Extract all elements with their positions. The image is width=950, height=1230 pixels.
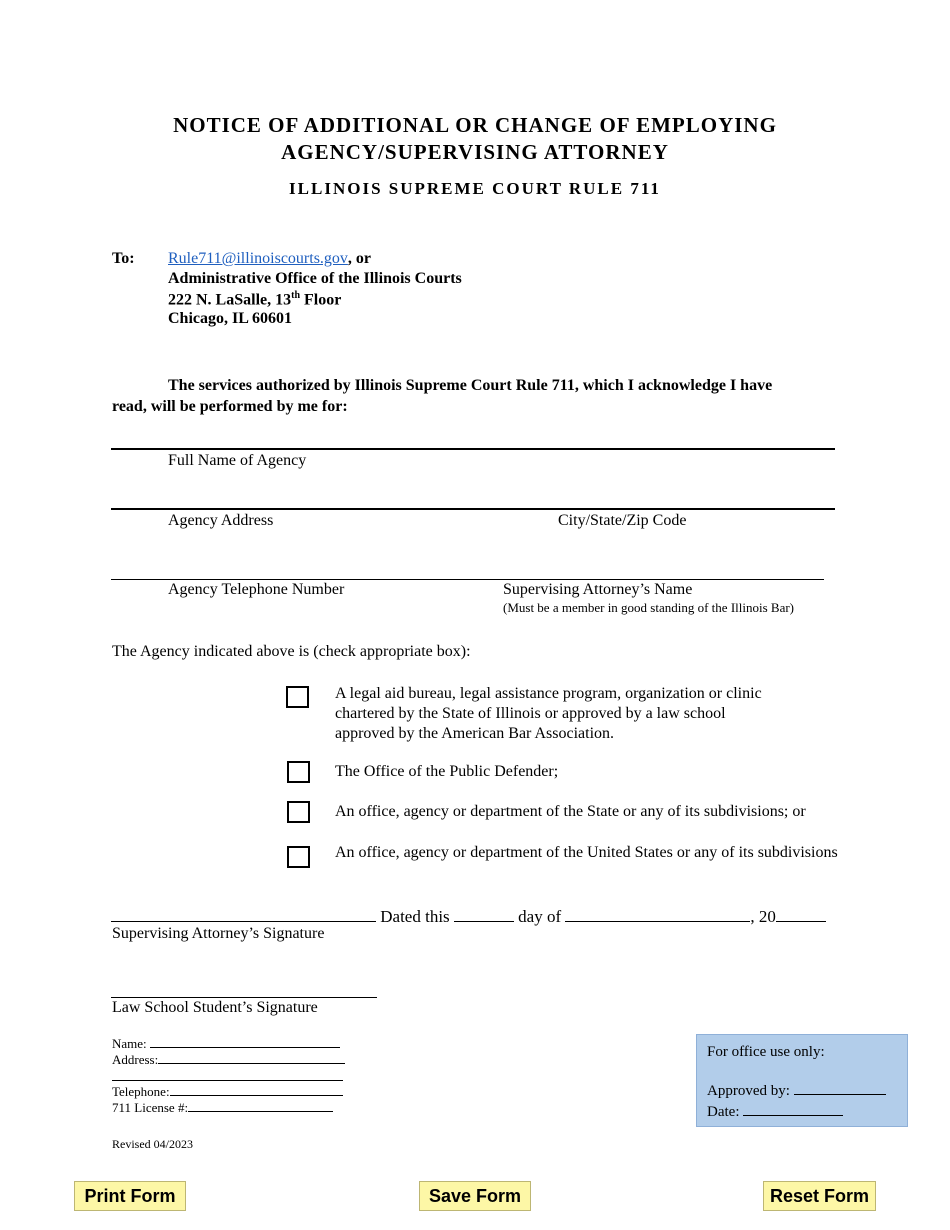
student-license-field[interactable]	[188, 1098, 333, 1112]
street-sup: th	[291, 290, 301, 301]
supervisor-signature-field[interactable]	[111, 904, 376, 922]
student-license-label: 711 License #:	[112, 1100, 189, 1115]
option-legal-aid-line1: A legal aid bureau, legal assistance program, organization or clinic	[335, 685, 762, 702]
supervisor-name-label: Supervising Attorney’s Name	[503, 581, 693, 598]
intro-line1: The services authorized by Illinois Supreme Court Rule 711, which I acknowledge I have	[168, 377, 773, 394]
option-legal-aid-text	[335, 684, 762, 744]
to-label: To:	[112, 250, 135, 267]
approved-by-label: Approved by:	[707, 1083, 790, 1099]
student-phone-field[interactable]	[170, 1082, 343, 1096]
option-legal-aid-line2: chartered by the State of Illinois or approved by a law school	[335, 705, 726, 722]
student-signature-label: Law School Student’s Signature	[112, 999, 318, 1016]
agency-address-label: Agency Address	[168, 512, 274, 529]
form-title-line1: NOTICE OF ADDITIONAL OR CHANGE OF EMPLOYING	[173, 113, 777, 137]
office-date-field[interactable]	[743, 1100, 843, 1116]
email-suffix: , or	[347, 250, 372, 267]
option-federal-office-text: An office, agency or department of the United States or any of its subdivisions	[335, 844, 838, 861]
recipient-city: Chicago, IL 60601	[168, 310, 293, 327]
student-address-field[interactable]	[158, 1050, 345, 1064]
supervisor-signature-label: Supervising Attorney’s Signature	[112, 925, 325, 942]
recipient-office: Administrative Office of the Illinois Courts	[168, 270, 462, 287]
option-public-defender-text: The Office of the Public Defender;	[335, 763, 559, 780]
office-use-box	[696, 1034, 908, 1127]
reset-form-button[interactable]: Reset Form	[763, 1181, 876, 1211]
approved-by-field[interactable]	[794, 1079, 886, 1095]
student-phone-label: Telephone:	[112, 1084, 170, 1099]
email-link[interactable]: Rule711@illinoiscourts.gov	[168, 250, 348, 267]
student-signature-line[interactable]	[111, 997, 377, 998]
city-state-zip-label: City/State/Zip Code	[558, 512, 687, 529]
dated-this-label: Dated this	[380, 907, 450, 926]
revised-date: Revised 04/2023	[112, 1137, 193, 1151]
student-name-label: Name:	[112, 1036, 147, 1051]
agency-phone-line[interactable]	[111, 579, 824, 580]
street-prefix: 222 N. LaSalle, 13	[168, 291, 292, 309]
student-address-label: Address:	[112, 1052, 159, 1067]
option-state-office-text: An office, agency or department of the State or any of its subdivisions; or	[335, 803, 806, 820]
office-use-heading: For office use only:	[707, 1044, 825, 1060]
day-of-label: day of	[518, 907, 562, 926]
approved-by-row	[707, 1079, 897, 1100]
office-date-label: Date:	[707, 1104, 740, 1120]
street-suffix: Floor	[300, 291, 342, 309]
print-form-button[interactable]: Print Form	[74, 1181, 186, 1211]
office-date-row	[707, 1100, 897, 1121]
agency-phone-label: Agency Telephone Number	[168, 581, 345, 598]
student-name-field[interactable]	[150, 1034, 340, 1048]
checkbox-federal-office[interactable]	[287, 846, 310, 868]
email-line	[168, 250, 371, 268]
intro-line2: read, will be performed by me for:	[112, 398, 348, 415]
agency-address-line[interactable]	[111, 508, 835, 510]
checkbox-state-office[interactable]	[287, 801, 310, 823]
agency-name-line[interactable]	[111, 448, 835, 450]
signature-date-row	[111, 904, 826, 927]
student-address-row	[112, 1050, 345, 1068]
checkbox-public-defender[interactable]	[287, 761, 310, 783]
save-form-button[interactable]: Save Form	[419, 1181, 531, 1211]
form-title-line2: AGENCY/SUPERVISING ATTORNEY	[281, 140, 669, 164]
checkbox-legal-aid[interactable]	[286, 686, 309, 708]
day-field[interactable]	[454, 904, 514, 922]
form-subtitle: ILLINOIS SUPREME COURT RULE 711	[289, 179, 661, 198]
recipient-street	[168, 290, 341, 309]
option-legal-aid-line3: approved by the American Bar Association.	[335, 725, 615, 742]
supervisor-note: (Must be a member in good standing of the Illinois Bar)	[503, 600, 795, 615]
student-address-line2[interactable]	[112, 1080, 343, 1081]
year-field[interactable]	[776, 904, 826, 922]
agency-type-prompt: The Agency indicated above is (check appropriate box):	[112, 643, 471, 660]
month-field[interactable]	[565, 904, 750, 922]
agency-name-label: Full Name of Agency	[168, 452, 307, 469]
year-prefix: , 20	[750, 907, 776, 926]
student-license-row	[112, 1098, 333, 1116]
